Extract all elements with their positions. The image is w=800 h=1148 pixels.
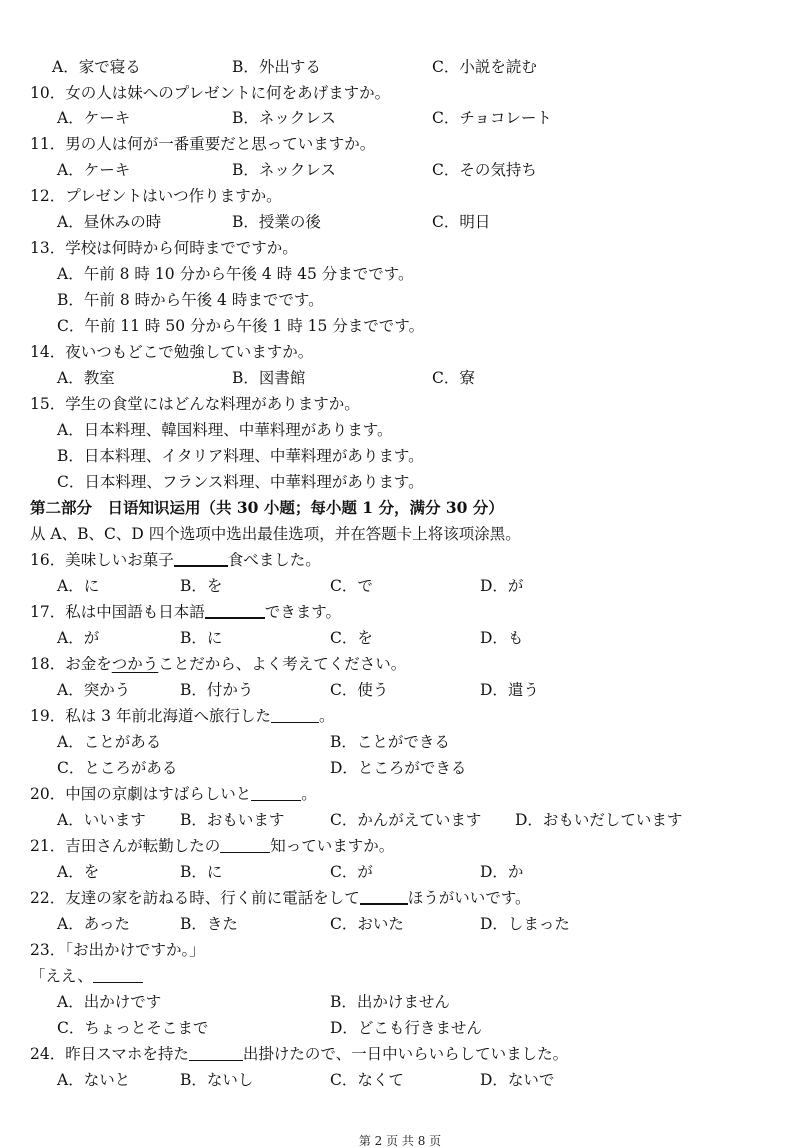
q14-option-b: B．図書館 bbox=[232, 369, 306, 387]
q13-option-b: B．午前 8 時から午後 4 時までです。 bbox=[57, 291, 324, 309]
q20-option-c: C．かんがえています bbox=[330, 811, 482, 829]
question-text-pre: 17．私は中国語も日本語 bbox=[30, 603, 205, 621]
q20-option-a: A．いいます bbox=[57, 811, 146, 829]
q24-option-b: B．ないし bbox=[180, 1071, 254, 1089]
q18-option-d: D．遣う bbox=[480, 681, 539, 699]
q11-option-a: A．ケーキ bbox=[57, 161, 131, 179]
q19-option-a: A．ことがある bbox=[57, 733, 162, 751]
q16-option-a: A．に bbox=[57, 577, 100, 595]
question-12: 12．プレゼントはいつ作りますか。 bbox=[30, 187, 282, 205]
q21-option-b: B．に bbox=[180, 863, 223, 881]
question-text-post: 出掛けたので、一日中いらいらしていました。 bbox=[242, 1045, 569, 1063]
q17-option-b: B．に bbox=[180, 629, 223, 647]
question-text-pre: 16．美味しいお菓子 bbox=[30, 551, 174, 569]
q14-option-a: A．教室 bbox=[57, 369, 115, 387]
q21-option-c: C．が bbox=[330, 863, 373, 881]
answer-blank bbox=[251, 785, 301, 801]
question-20 bbox=[30, 784, 317, 804]
answer-blank bbox=[205, 602, 265, 619]
question-22 bbox=[30, 888, 531, 908]
q14-option-c: C．寮 bbox=[432, 369, 475, 387]
q9-option-a: A．家で寝る bbox=[52, 58, 141, 76]
q17-option-c: C．を bbox=[330, 629, 373, 647]
q15-option-b: B．日本料理、イタリア料理、中華料理があります。 bbox=[57, 447, 424, 465]
q10-option-a: A．ケーキ bbox=[57, 109, 131, 127]
question-17 bbox=[30, 602, 341, 622]
question-text-pre: 19．私は 3 年前北海道へ旅行した bbox=[30, 707, 271, 725]
section-heading: 第二部分 日语知识运用（共 30 小题；每小题 1 分，满分 30 分） bbox=[30, 498, 504, 517]
question-19 bbox=[30, 706, 334, 726]
q22-option-a: A．あった bbox=[57, 915, 131, 933]
page-footer: 第 2 页 共 8 页 bbox=[358, 1134, 442, 1148]
q15-option-a: A．日本料理、韓国料理、中華料理があります。 bbox=[57, 421, 393, 439]
q11-option-b: B．ネックレス bbox=[232, 161, 336, 179]
q12-option-a: A．昼休みの時 bbox=[57, 213, 162, 231]
q24-option-a: A．ないと bbox=[57, 1071, 131, 1089]
question-text-post: ほうがいいです。 bbox=[407, 889, 531, 907]
answer-blank bbox=[93, 967, 143, 983]
question-14: 14．夜いつもどこで勉強していますか。 bbox=[30, 343, 314, 361]
q11-option-c: C．その気持ち bbox=[432, 161, 537, 179]
answer-blank bbox=[220, 837, 270, 853]
question-10: 10．女の人は妹へのプレゼントに何をあげますか。 bbox=[30, 84, 391, 102]
q18-option-b: B．付かう bbox=[180, 681, 254, 699]
q12-option-c: C．明日 bbox=[432, 213, 491, 231]
question-text-pre: 18．お金を bbox=[30, 655, 112, 673]
q10-option-c: C．チョコレート bbox=[432, 109, 552, 127]
question-21 bbox=[30, 836, 394, 856]
question-24 bbox=[30, 1044, 568, 1064]
q23-option-b: B．出かけません bbox=[330, 993, 450, 1011]
q20-option-b: B．おもいます bbox=[180, 811, 285, 829]
q19-option-d: D．ところができる bbox=[330, 759, 467, 777]
question-text-pre: 「ええ、 bbox=[30, 967, 93, 985]
question-18 bbox=[30, 654, 406, 674]
q22-option-c: C．おいた bbox=[330, 915, 404, 933]
q20-option-d: D．おもいだしています bbox=[515, 811, 683, 829]
q16-option-c: C．で bbox=[330, 577, 373, 595]
question-text-post: 。 bbox=[318, 707, 335, 725]
q23-option-c: C．ちょっとそこまで bbox=[57, 1019, 209, 1037]
q13-option-a: A．午前 8 時 10 分から午後 4 時 45 分までです。 bbox=[57, 265, 414, 283]
underlined-word: つかう bbox=[111, 655, 159, 673]
question-text-pre: 22．友達の家を訪ねる時、行く前に電話をして bbox=[30, 889, 360, 907]
q19-option-b: B．ことができる bbox=[330, 733, 450, 751]
question-15: 15．学生の食堂にはどんな料理がありますか。 bbox=[30, 395, 360, 413]
question-text-post: できます。 bbox=[264, 603, 341, 621]
question-23-reply bbox=[30, 966, 143, 986]
question-16 bbox=[30, 550, 321, 570]
answer-blank bbox=[271, 707, 319, 723]
q18-option-c: C．使う bbox=[330, 681, 389, 699]
section-instruction: 从 A、B、C、D 四个选项中选出最佳选项，并在答题卡上将该项涂黑。 bbox=[30, 525, 521, 543]
question-11: 11．男の人は何が一番重要だと思っていますか。 bbox=[30, 135, 376, 153]
q19-option-c: C．ところがある bbox=[57, 759, 178, 777]
q12-option-b: B．授業の後 bbox=[232, 213, 321, 231]
q18-option-a: A．突かう bbox=[57, 681, 131, 699]
q15-option-c: C．日本料理、フランス料理、中華料理があります。 bbox=[57, 473, 424, 491]
q17-option-d: D．も bbox=[480, 629, 524, 647]
answer-blank bbox=[189, 1045, 243, 1061]
q9-option-b: B．外出する bbox=[232, 58, 321, 76]
question-text-post: 。 bbox=[301, 785, 317, 803]
q22-option-b: B．きた bbox=[180, 915, 238, 933]
q21-option-d: D．か bbox=[480, 863, 524, 881]
answer-blank bbox=[360, 888, 408, 905]
q16-option-d: D．が bbox=[480, 577, 524, 595]
q17-option-a: A．が bbox=[57, 629, 100, 647]
question-text-pre: 24．昨日スマホを持た bbox=[30, 1045, 189, 1063]
q23-option-d: D．どこも行きません bbox=[330, 1019, 482, 1037]
question-13: 13．学校は何時から何時までですか。 bbox=[30, 239, 298, 257]
answer-blank bbox=[174, 550, 228, 567]
q24-option-c: C．なくて bbox=[330, 1071, 404, 1089]
q13-option-c: C．午前 11 時 50 分から午後 1 時 15 分までです。 bbox=[57, 317, 425, 335]
question-text-pre: 21．吉田さんが転勤したの bbox=[30, 837, 221, 855]
q22-option-d: D．しまった bbox=[480, 915, 570, 933]
q9-option-c: C．小説を読む bbox=[432, 58, 537, 76]
question-text-post: ことだから、よく考えてください。 bbox=[158, 655, 407, 673]
question-23: 23．「お出かけですか。」 bbox=[30, 941, 205, 959]
question-text-pre: 20．中国の京劇はすばらしいと bbox=[30, 785, 252, 803]
q16-option-b: B．を bbox=[180, 577, 223, 595]
question-text-post: 知っていますか。 bbox=[270, 837, 395, 855]
q23-option-a: A．出かけです bbox=[57, 993, 162, 1011]
q24-option-d: D．ないで bbox=[480, 1071, 555, 1089]
question-text-post: 食べました。 bbox=[227, 551, 321, 569]
q10-option-b: B．ネックレス bbox=[232, 109, 336, 127]
q21-option-a: A．を bbox=[57, 863, 100, 881]
